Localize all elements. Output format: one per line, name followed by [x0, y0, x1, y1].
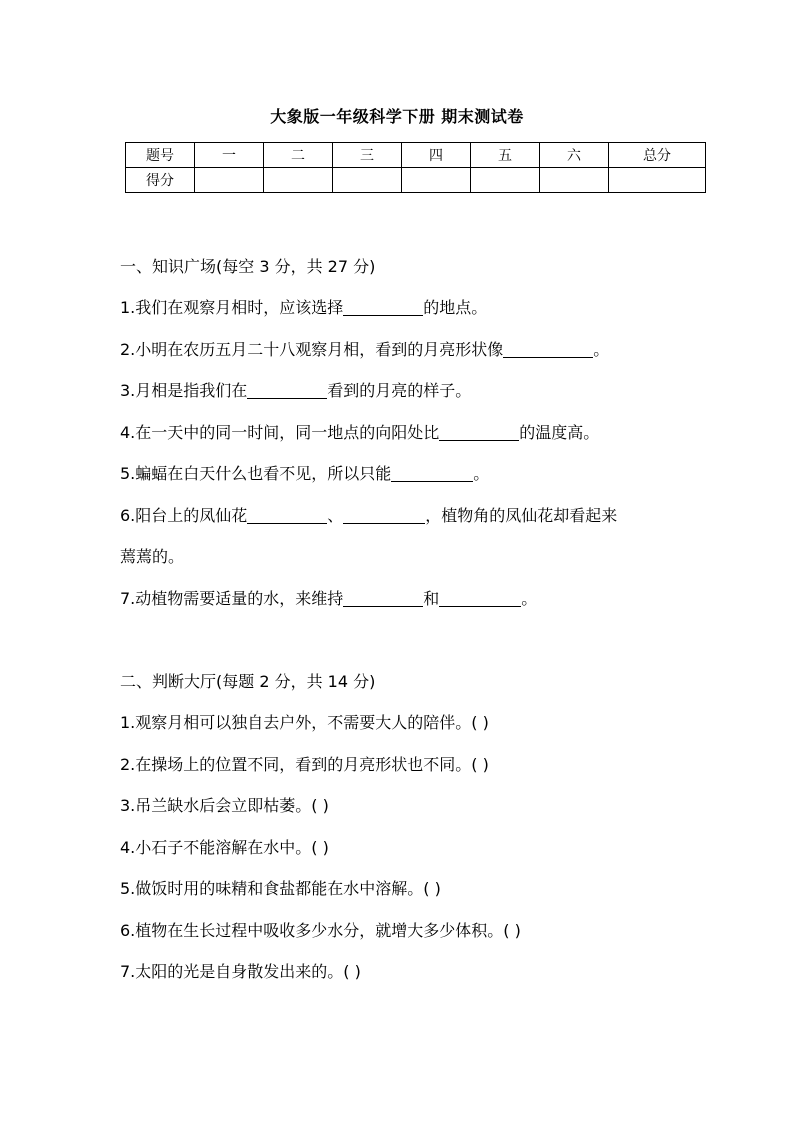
answer-blank[interactable] — [503, 341, 593, 358]
answer-blank[interactable] — [439, 424, 519, 441]
judge-question-7[interactable]: 7.太阳的光是自身散发出来的。( ) — [120, 962, 361, 981]
fill-question-1: 1.我们在观察月相时，应该选择 的地点。 — [120, 298, 488, 317]
score-header-cell: 四 — [402, 143, 471, 168]
fill-question-2: 2.小明在农历五月二十八观察月相，看到的月亮形状像 。 — [120, 340, 610, 359]
answer-blank[interactable] — [343, 590, 423, 607]
score-cell[interactable] — [471, 168, 540, 193]
section1-heading: 一、知识广场(每空 3 分，共 27 分) — [120, 257, 376, 276]
score-cell[interactable] — [333, 168, 402, 193]
score-cell[interactable] — [264, 168, 333, 193]
score-header-cell: 题号 — [126, 143, 195, 168]
fill-question-6-continued: 蔫蔫的。 — [120, 547, 185, 566]
score-table-header-row — [126, 143, 706, 168]
score-header-cell: 一 — [195, 143, 264, 168]
exam-title: 大象版一年级科学下册 期末测试卷 — [270, 107, 524, 126]
score-table — [125, 142, 706, 193]
score-header-cell: 总分 — [609, 143, 706, 168]
score-cell[interactable] — [609, 168, 706, 193]
score-header-cell: 二 — [264, 143, 333, 168]
section2-heading: 二、判断大厅(每题 2 分，共 14 分) — [120, 672, 376, 691]
fill-question-7: 7.动植物需要适量的水，来维持 和 。 — [120, 589, 538, 608]
judge-question-2[interactable]: 2.在操场上的位置不同，看到的月亮形状也不同。( ) — [120, 755, 489, 774]
answer-blank[interactable] — [391, 465, 473, 482]
score-header-cell: 五 — [471, 143, 540, 168]
fill-question-3: 3.月相是指我们在 看到的月亮的样子。 — [120, 381, 472, 400]
score-row-label: 得分 — [126, 168, 195, 193]
answer-blank[interactable] — [247, 507, 327, 524]
score-cell[interactable] — [402, 168, 471, 193]
score-table-score-row — [126, 168, 706, 193]
fill-question-6: 6.阳台上的凤仙花 、 ，植物角的凤仙花却看起来 — [120, 506, 618, 525]
judge-question-1[interactable]: 1.观察月相可以独自去户外，不需要大人的陪伴。( ) — [120, 713, 489, 732]
fill-question-4: 4.在一天中的同一时间，同一地点的向阳处比 的温度高。 — [120, 423, 600, 442]
answer-blank[interactable] — [247, 382, 327, 399]
judge-question-3[interactable]: 3.吊兰缺水后会立即枯萎。( ) — [120, 796, 329, 815]
score-cell[interactable] — [195, 168, 264, 193]
answer-blank[interactable] — [343, 299, 423, 316]
fill-question-5: 5.蝙蝠在白天什么也看不见，所以只能 。 — [120, 464, 490, 483]
judge-question-4[interactable]: 4.小石子不能溶解在水中。( ) — [120, 838, 329, 857]
judge-question-6[interactable]: 6.植物在生长过程中吸收多少水分，就增大多少体积。( ) — [120, 921, 521, 940]
answer-blank[interactable] — [343, 507, 425, 524]
score-cell[interactable] — [540, 168, 609, 193]
score-header-cell: 六 — [540, 143, 609, 168]
score-header-cell: 三 — [333, 143, 402, 168]
judge-question-5[interactable]: 5.做饭时用的味精和食盐都能在水中溶解。( ) — [120, 879, 441, 898]
answer-blank[interactable] — [439, 590, 521, 607]
